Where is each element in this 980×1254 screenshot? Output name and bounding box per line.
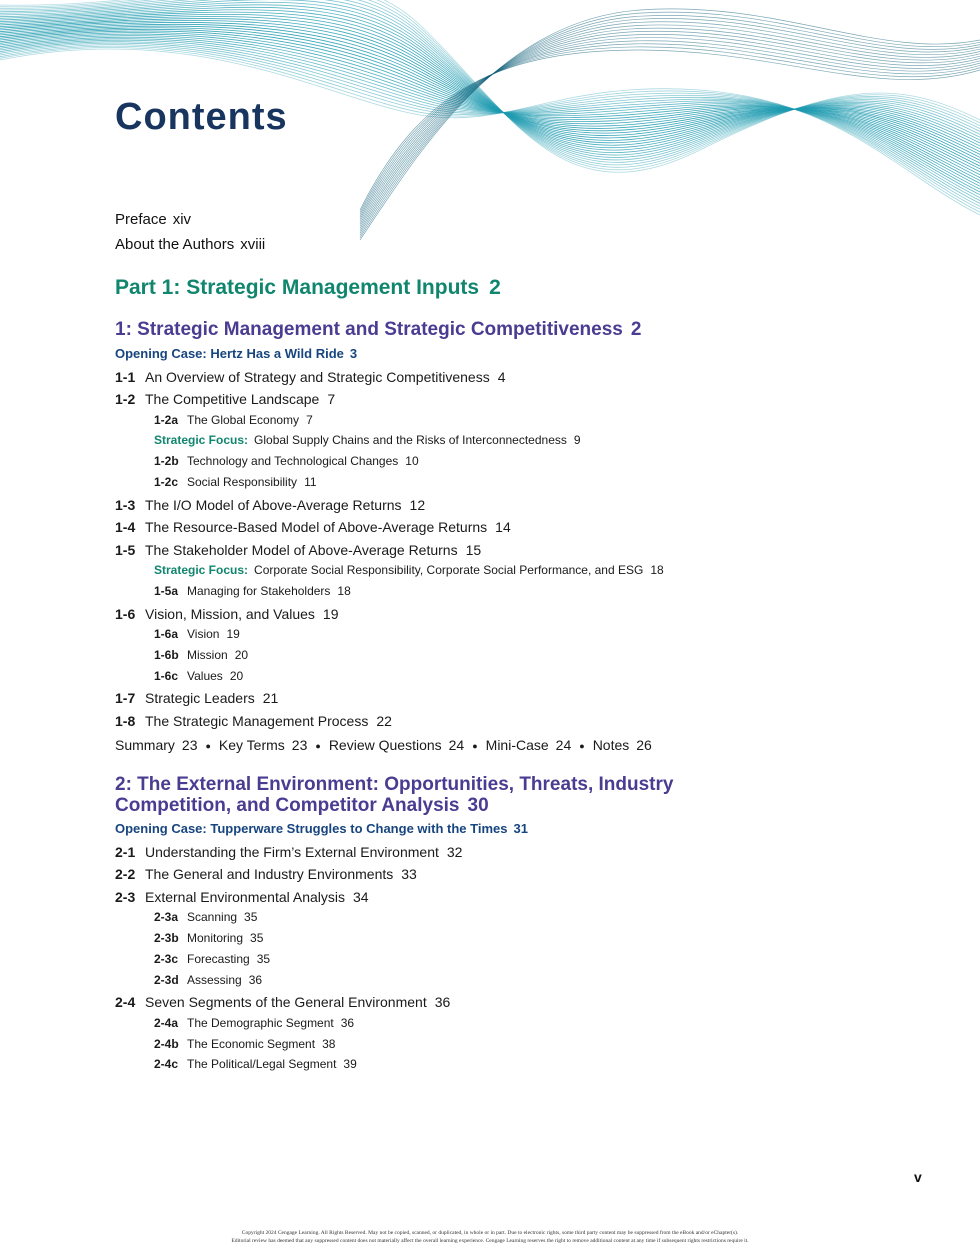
entry-number: 2-3b <box>154 931 179 945</box>
toc-subsection-entry[interactable] <box>154 952 270 966</box>
end-matter-key-terms[interactable]: Key Terms 23 <box>218 737 308 753</box>
toc-section-entry[interactable] <box>115 713 392 729</box>
entry-text: Values <box>187 669 223 683</box>
entry-text: Seven Segments of the General Environment <box>145 994 427 1010</box>
entry-number: 1-6 <box>115 606 136 622</box>
entry-number: 1-6c <box>154 669 179 683</box>
entry-number: 1-7 <box>115 690 136 706</box>
opening-case-page: 31 <box>513 821 528 836</box>
entry-text: The Resource-Based Model of Above-Average Returns <box>145 519 488 535</box>
entry-page: 34 <box>353 889 369 905</box>
entry-page: 35 <box>256 952 271 966</box>
toc-entry-preface[interactable] <box>115 207 265 232</box>
entry-page: 15 <box>465 542 482 558</box>
toc-subsection-entry[interactable] <box>154 584 351 598</box>
entry-page: 7 <box>306 413 313 427</box>
entry-number: 1-2 <box>115 391 136 407</box>
entry-number: 2-4 <box>115 994 136 1010</box>
page-number: v <box>914 1169 922 1185</box>
entry-number: 1-4 <box>115 519 136 535</box>
toc-section-entry[interactable] <box>115 690 278 706</box>
front-matter-list <box>115 207 265 257</box>
entry-page: 22 <box>376 713 392 729</box>
wave-line <box>0 0 980 167</box>
entry-page: 18 <box>650 563 664 577</box>
entry-page: xiv <box>172 211 192 228</box>
entry-page: 33 <box>401 866 417 882</box>
entry-text: The Strategic Management Process <box>145 713 369 729</box>
toc-section-entry[interactable] <box>115 497 425 513</box>
entry-text: Corporate Social Responsibility, Corporate Social Performance, and ESG <box>254 563 644 577</box>
entry-number: 1-6a <box>154 627 179 641</box>
toc-subsection-entry[interactable] <box>154 413 313 427</box>
end-matter-summary[interactable]: Summary 23 <box>115 737 198 753</box>
entry-number: 1-8 <box>115 713 136 729</box>
entry-number: 2-4b <box>154 1037 179 1051</box>
end-matter-review-questions[interactable]: Review Questions 24 <box>328 737 465 753</box>
opening-case-label: Opening Case: Hertz Has a Wild Ride <box>115 346 344 361</box>
entry-text: Monitoring <box>187 931 244 945</box>
entry-page: 21 <box>262 690 279 706</box>
entry-text: Assessing <box>187 973 242 987</box>
entry-text: Managing for Stakeholders <box>187 584 331 598</box>
entry-text: External Environmental Analysis <box>145 889 345 905</box>
toc-subsection-entry[interactable] <box>154 669 243 683</box>
end-matter-mini-case[interactable]: Mini-Case 24 <box>485 737 572 753</box>
part-label: Part 1: Strategic Management Inputs <box>115 276 480 299</box>
entry-page: 12 <box>409 497 426 513</box>
entry-text: Forecasting <box>187 952 250 966</box>
toc-subsection-entry[interactable] <box>154 910 257 924</box>
chapter-label-line1: 2: The External Environment: Opportunities, Threats, Industry <box>115 774 674 795</box>
entry-text: Technology and Technological Changes <box>187 454 399 468</box>
entry-text: The Global Economy <box>187 413 300 427</box>
toc-section-entry[interactable] <box>115 542 481 558</box>
entry-page: 35 <box>244 910 258 924</box>
entry-text: The Political/Legal Segment <box>187 1057 337 1071</box>
entry-number: 1-5a <box>154 584 179 598</box>
copyright-line: Copyright 2024 Cengage Learning. All Rights Reserved. May not be copied, scanned, or duplicated, in whole or in part. Due to electronic rights, some third party content may be suppressed from the eBook and/or eChapter(s). <box>241 1230 739 1236</box>
bullet-separator: ● <box>579 741 585 752</box>
toc-section-entry[interactable] <box>115 519 511 535</box>
part-heading[interactable] <box>115 276 501 300</box>
toc-section-entry[interactable] <box>115 866 417 882</box>
chapter-1-end-matter <box>115 737 652 753</box>
chapter-2-opening-case[interactable] <box>115 821 528 836</box>
entry-page: 20 <box>234 648 249 662</box>
entry-text: The I/O Model of Above-Average Returns <box>145 497 402 513</box>
chapter-label: 1: Strategic Management and Strategic Competitiveness <box>115 319 623 340</box>
entry-text: Mission <box>187 648 228 662</box>
copyright-notice <box>100 1229 880 1245</box>
chapter-page: 2 <box>630 319 642 340</box>
entry-page: 20 <box>229 669 244 683</box>
strategic-focus-label: Strategic Focus: <box>154 433 249 447</box>
page-title: Contents <box>115 96 288 138</box>
opening-case-page: 3 <box>349 346 358 361</box>
toc-subsection-entry[interactable] <box>154 454 419 468</box>
entry-text: The Stakeholder Model of Above-Average Returns <box>145 542 458 558</box>
entry-page: 36 <box>248 973 263 987</box>
entry-number: 2-2 <box>115 866 136 882</box>
bullet-separator: ● <box>315 741 321 752</box>
entry-number: 2-4a <box>154 1016 179 1030</box>
entry-text: Scanning <box>187 910 238 924</box>
end-matter-notes[interactable]: Notes 26 <box>592 737 652 753</box>
toc-entry-about-authors[interactable] <box>115 232 265 257</box>
bullet-separator: ● <box>205 741 211 752</box>
entry-page: 35 <box>250 931 264 945</box>
entry-text: The Competitive Landscape <box>145 391 320 407</box>
toc-section-entry[interactable] <box>115 844 462 860</box>
opening-case-label: Opening Case: Tupperware Struggles to Change with the Times <box>115 821 508 836</box>
entry-number: 1-3 <box>115 497 136 513</box>
entry-page: 11 <box>304 475 317 489</box>
entry-number: 2-3d <box>154 973 179 987</box>
entry-text: Vision, Mission, and Values <box>145 606 315 622</box>
entry-page: 32 <box>446 844 463 860</box>
entry-page: 19 <box>322 606 339 622</box>
entry-text: Social Responsibility <box>187 475 298 489</box>
entry-text: The General and Industry Environments <box>145 866 394 882</box>
entry-number: 1-2b <box>154 454 179 468</box>
chapter-2-title[interactable] <box>115 774 673 816</box>
toc-subsection-entry[interactable] <box>154 627 240 641</box>
entry-number: 1-5 <box>115 542 136 558</box>
entry-page: 14 <box>495 519 511 535</box>
chapter-1-opening-case[interactable] <box>115 346 357 361</box>
entry-number: 2-4c <box>154 1057 179 1071</box>
wave-line <box>360 22 980 231</box>
entry-page: 7 <box>327 391 336 407</box>
entry-page: 4 <box>497 369 506 385</box>
wave-line <box>360 38 980 220</box>
entry-text: Vision <box>187 627 220 641</box>
entry-number: 2-3a <box>154 910 179 924</box>
entry-page: 19 <box>226 627 240 641</box>
entry-number: 2-1 <box>115 844 136 860</box>
toc-section-entry[interactable] <box>115 606 339 622</box>
chapter-1-title[interactable] <box>115 319 641 340</box>
toc-section-entry[interactable] <box>115 391 335 407</box>
entry-number: 1-2c <box>154 475 179 489</box>
entry-text: An Overview of Strategy and Strategic Competitiveness <box>145 369 490 385</box>
strategic-focus-label: Strategic Focus: <box>154 563 249 577</box>
part-page: 2 <box>489 276 501 299</box>
entry-label: Preface <box>115 211 167 228</box>
toc-subsection-entry[interactable] <box>154 973 262 987</box>
toc-section-entry[interactable] <box>115 369 506 385</box>
entry-number: 2-3c <box>154 952 179 966</box>
entry-text: Strategic Leaders <box>145 690 255 706</box>
toc-subsection-entry[interactable] <box>154 648 248 662</box>
entry-number: 1-1 <box>115 369 136 385</box>
entry-number: 1-6b <box>154 648 179 662</box>
entry-page: 18 <box>337 584 351 598</box>
chapter-label-line2: Competition, and Competitor Analysis <box>115 795 460 816</box>
entry-text: Understanding the Firm’s External Environment <box>145 844 439 860</box>
entry-text: The Economic Segment <box>187 1037 316 1051</box>
toc-section-entry[interactable] <box>115 889 369 905</box>
toc-subsection-entry[interactable] <box>154 1057 357 1071</box>
wave-line <box>0 0 980 170</box>
toc-subsection-entry[interactable] <box>154 931 263 945</box>
toc-section-entry[interactable] <box>115 994 450 1010</box>
entry-page: 10 <box>405 454 419 468</box>
bullet-separator: ● <box>472 741 478 752</box>
entry-number: 2-3 <box>115 889 136 905</box>
entry-page: 39 <box>343 1057 357 1071</box>
entry-page: 9 <box>573 433 581 447</box>
entry-page: 38 <box>322 1037 336 1051</box>
entry-number: 1-2a <box>154 413 179 427</box>
entry-page: xviii <box>240 236 266 253</box>
strategic-focus-entry[interactable] <box>154 433 581 447</box>
chapter-page: 30 <box>467 795 489 816</box>
entry-text: The Demographic Segment <box>187 1016 334 1030</box>
copyright-line: Editorial review has deemed that any suppressed content does not materially affect the overall learning experience. Cengage Learning reserves the right to remove additional content at any time if subsequent rights restrictions require it. <box>231 1238 749 1244</box>
entry-label: About the Authors <box>115 236 235 253</box>
entry-page: 36 <box>340 1016 355 1030</box>
entry-page: 36 <box>434 994 451 1010</box>
strategic-focus-entry[interactable] <box>154 563 664 577</box>
entry-text: Global Supply Chains and the Risks of Interconnectedness <box>254 433 567 447</box>
toc-subsection-entry[interactable] <box>154 1016 354 1030</box>
toc-subsection-entry[interactable] <box>154 475 317 489</box>
toc-subsection-entry[interactable] <box>154 1037 335 1051</box>
